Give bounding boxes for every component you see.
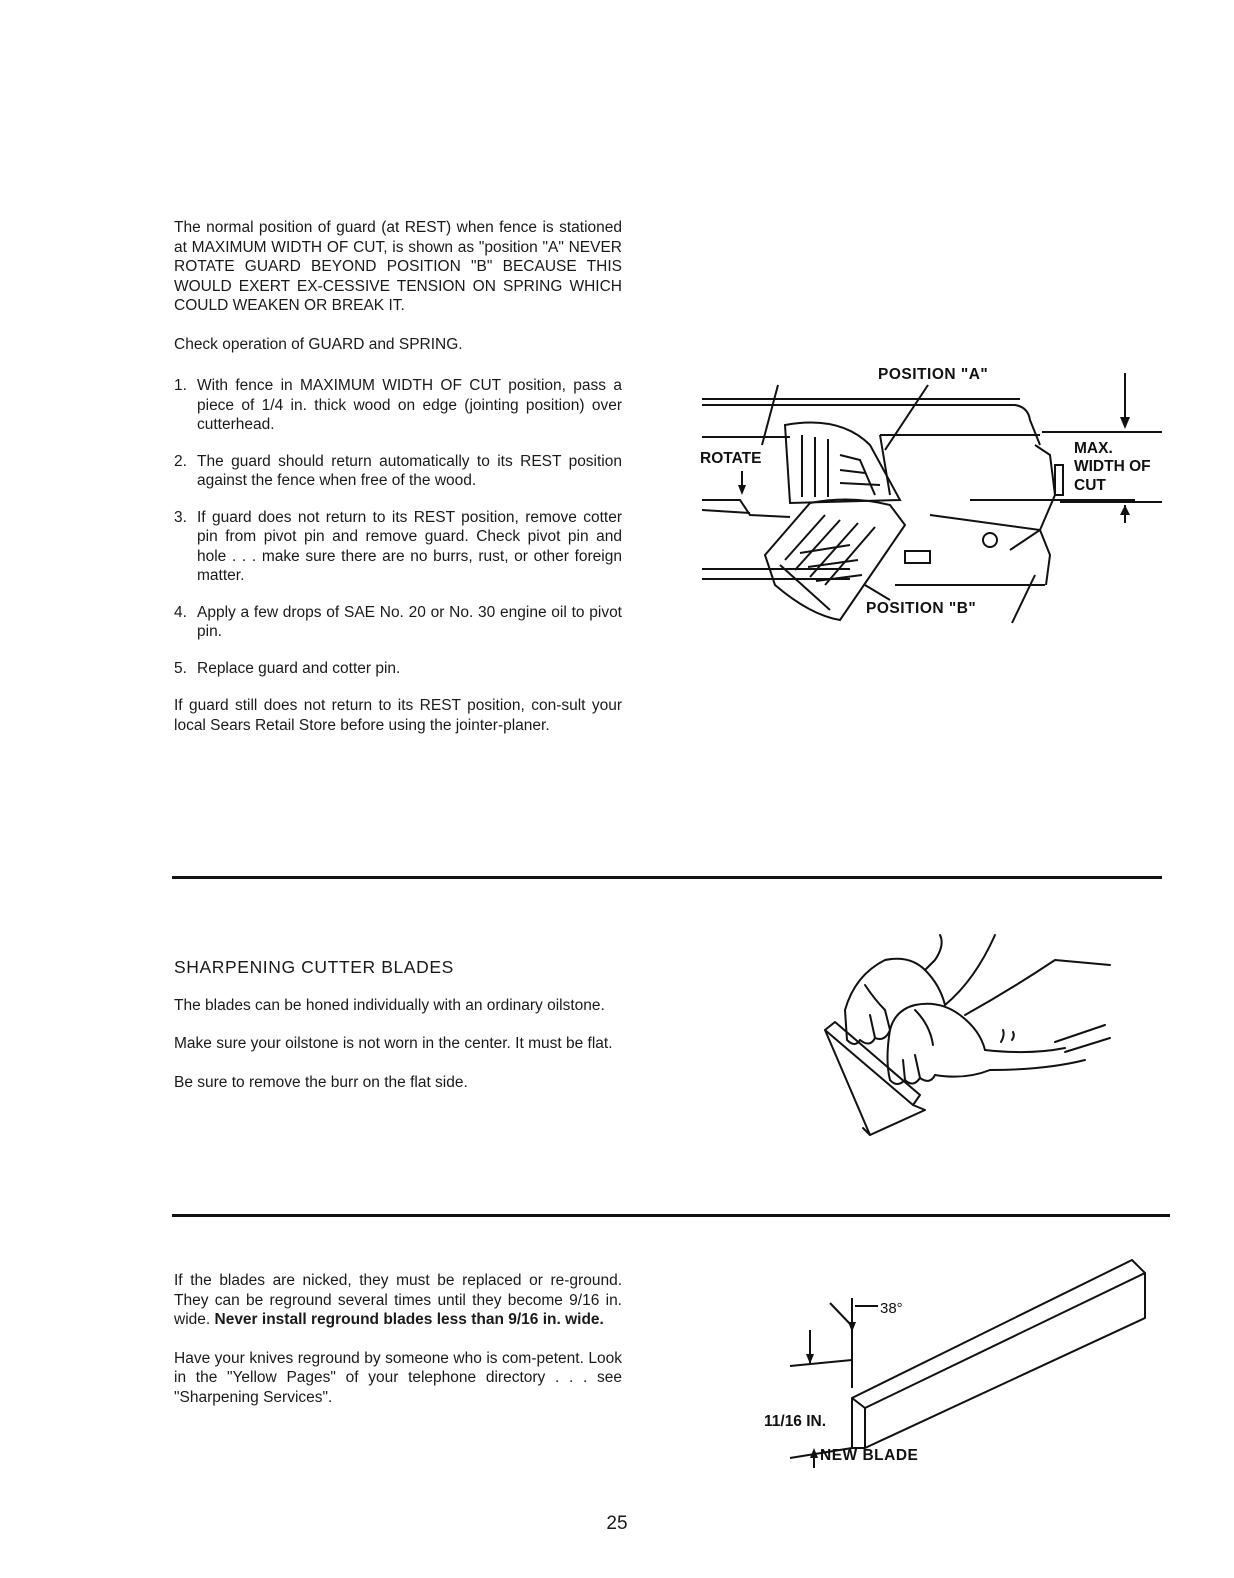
hands-oilstone-illustration — [815, 930, 1125, 1140]
blades-p2: Have your knives reground by someone who is com-petent. Look in the "Yellow Pages" of your telephone directory . . . see "Sharpening Services". — [174, 1349, 622, 1406]
guard-section — [174, 218, 622, 754]
blades-p1: If the blades are nicked, they must be replaced or re-ground. They can be reground several times until they become 9/16 in. wide. Never install reground blades less than 9/16 in. wide. — [174, 1272, 622, 1328]
list-item: 3. If guard does not return to its REST position, remove cotter pin from pivot pin and remove guard. Check pivot pin and hole . . . make sure there are no burrs, rust, or other foreign matter. — [174, 508, 622, 584]
blade-width-label: 11/16 IN. — [764, 1413, 827, 1430]
guard-diagram — [690, 355, 1190, 640]
page-number: 25 — [606, 1513, 628, 1534]
cut-label: CUT — [1074, 477, 1106, 494]
sharpening-p2: Make sure your oilstone is not worn in the center. It must be flat. — [174, 1035, 613, 1052]
rotate-label: ROTATE — [700, 450, 762, 467]
section-divider — [172, 876, 1162, 879]
list-item: 5. Replace guard and cotter pin. — [174, 659, 401, 677]
position-a-label: POSITION "A" — [878, 366, 989, 383]
guard-steps-list — [174, 376, 622, 678]
section-heading: SHARPENING CUTTER BLADES — [174, 957, 454, 977]
list-item: 4. Apply a few drops of SAE No. 20 or No. 30 engine oil to pivot pin. — [174, 603, 622, 640]
blades-section — [174, 1271, 622, 1426]
width-of-label: WIDTH OF — [1074, 458, 1151, 475]
guard-check-text: Check operation of GUARD and SPRING. — [174, 335, 463, 353]
new-blade-diagram — [760, 1248, 1170, 1478]
list-item: 1. With fence in MAXIMUM WIDTH OF CUT position, pass a piece of 1/4 in. thick wood on edge (jointing position) over cutterhead. — [174, 377, 622, 433]
max-label: MAX. — [1074, 440, 1113, 457]
guard-intro: The normal position of guard (at REST) when fence is stationed at MAXIMUM WIDTH OF CUT, is shown as "position "A" NEVER ROTATE GUARD BEYOND POSITION "B" BECAUSE THIS WOULD EXERT EX-CESSIVE TENSION ON SPRING WHICH COULD WEAKEN OR BREAK IT. — [174, 219, 622, 314]
sharpening-p1: The blades can be honed individually with an ordinary oilstone. — [174, 996, 605, 1014]
sharpening-p3: Be sure to remove the burr on the flat side. — [174, 1073, 468, 1091]
sharpening-section — [174, 958, 622, 1111]
new-blade-label: NEW BLADE — [820, 1447, 919, 1464]
angle-label: 38° — [880, 1300, 903, 1317]
guard-closing: If guard still does not return to its REST position, con-sult your local Sears Retail Store before using the jointer-planer. — [174, 697, 622, 734]
section-divider — [172, 1214, 1170, 1217]
position-b-label: POSITION "B" — [866, 600, 977, 617]
list-item: 2. The guard should return automatically to its REST position against the fence when free of the wood. — [174, 452, 622, 489]
